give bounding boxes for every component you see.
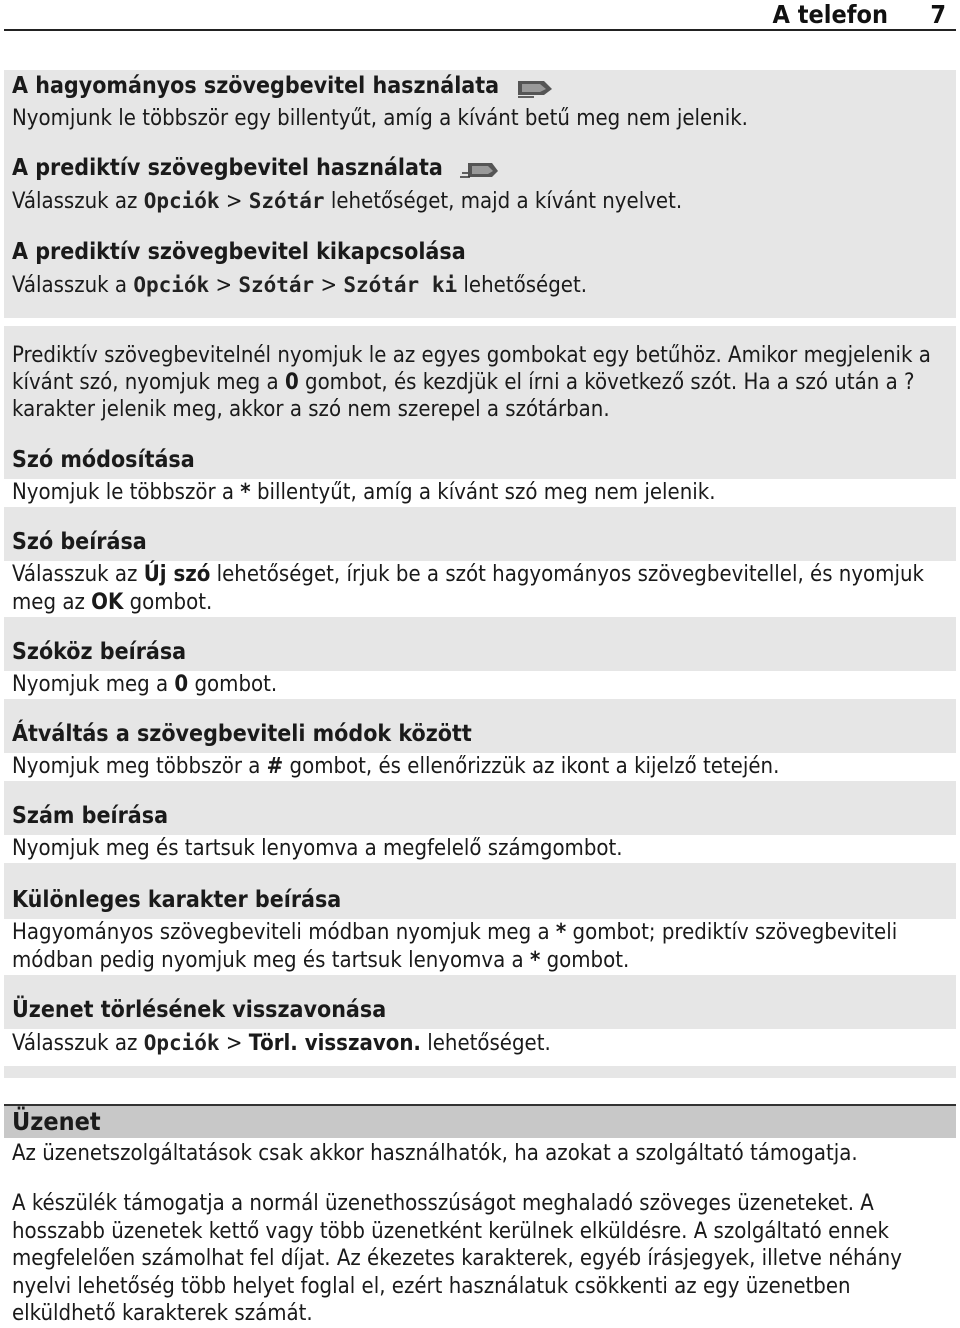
section-kikapcsolas — [4, 236, 956, 310]
key-star: * — [555, 920, 567, 945]
page-number: 7 — [930, 0, 946, 29]
menu-option-szotar-ki: Szótár ki — [343, 273, 458, 297]
text-input-abc-icon — [514, 75, 556, 99]
item-body: Hagyományos szövegbeviteli módban nyomjuk meg a * gombot; prediktív szövegbeviteli módban pedig nyomjuk meg és tartsuk lenyomva a * gombot. — [4, 919, 956, 975]
item-title: Szó módosítása — [4, 444, 956, 477]
section-body: Válasszuk a Opciók > Szótár > Szótár ki lehetőséget. — [4, 269, 956, 310]
item-szokoz-beirasa — [4, 636, 956, 699]
section-title: A hagyományos szövegbevitel használata — [12, 73, 500, 99]
item-body: Válasszuk az Új szó lehetőséget, írjuk be a szót hagyományos szövegbevitellel, és nyomjuk meg az OK gombot. — [4, 561, 956, 617]
menu-option-opciok: Opciók — [143, 189, 220, 213]
key-star: * — [529, 948, 541, 973]
item-title: Különleges karakter beírása — [4, 884, 956, 917]
key-hash: # — [266, 754, 284, 779]
menu-option-opciok: Opciók — [143, 1031, 220, 1055]
item-title: Üzenet törlésének visszavonása — [4, 994, 956, 1027]
item-body: Nyomjuk meg többször a # gombot, és ellenőrizzük az ikont a kijelző tetején. — [4, 753, 956, 781]
section-hagyomanyos — [4, 70, 956, 133]
item-title: Szám beírása — [4, 800, 956, 833]
page-header — [0, 0, 960, 32]
menu-option-szotar: Szótár — [238, 273, 315, 297]
item-body: Válasszuk az Opciók > Törl. visszavon. lehetőséget. — [4, 1029, 956, 1066]
menu-option-szotar: Szótár — [248, 189, 325, 213]
uzenet-heading-bar — [4, 1104, 956, 1138]
menu-option-opciok: Opciók — [133, 273, 210, 297]
item-szo-beirasa — [4, 526, 956, 617]
item-title: Szóköz beírása — [4, 636, 956, 669]
key-ok: OK — [91, 590, 124, 615]
option-uj-szo: Új szó — [143, 562, 211, 587]
key-star: * — [240, 480, 251, 505]
header-title: A telefon — [772, 0, 888, 29]
item-uzenet-torles-visszavonasa — [4, 994, 956, 1066]
item-title: Átváltás a szövegbeviteli módok között — [4, 718, 956, 751]
uzenet-paragraph-2: A készülék támogatja a normál üzenethosszúságot meghaladó szöveges üzeneteket. A hosszabb üzenetek kettő vagy több üzenetként kerülnek elküldésre. A szolgáltató ennek megfelelően számolhat fel díjat. Az ékezetes karakterek, egyéb írásjegyek, illetve néhány nyelvi lehetőség több helyet foglal el, ezért használatuk csökkenti az egy üzenetben elküldhető karakterek számát. — [12, 1191, 902, 1326]
section-body: Nyomjunk le többször egy billentyűt, amíg a kívánt betű meg nem jelenik. — [4, 103, 956, 133]
item-title: Szó beírása — [4, 526, 956, 559]
option-torl-visszavon: Törl. visszavon. — [248, 1031, 421, 1056]
section-title: A prediktív szövegbevitel kikapcsolása — [4, 236, 956, 269]
header-rule — [4, 29, 956, 31]
item-body: Nyomjuk meg a 0 gombot. — [4, 671, 956, 699]
item-body: Nyomjuk meg és tartsuk lenyomva a megfelelő számgombot. — [4, 835, 956, 863]
item-szam-beirasa — [4, 800, 956, 863]
section-prediktiv — [4, 152, 956, 216]
section-title: A prediktív szövegbevitel használata — [12, 155, 443, 181]
item-szo-modositasa — [4, 444, 956, 507]
uzenet-heading: Üzenet — [12, 1107, 101, 1136]
predictive-paragraph: Prediktív szövegbevitelnél nyomjuk le az egyes gombokat egy betűhöz. Amikor megjelenik a kívánt szó, nyomjuk meg a 0 gombot, és kezdjük el írni a következő szót. Ha a szó után a ? karakter jelenik meg, akkor a szó nem szerepel a szótárban. — [4, 342, 956, 423]
item-atvaltas — [4, 718, 956, 781]
item-body: Nyomjuk le többször a * billentyűt, amíg a kívánt szó meg nem jelenik. — [4, 479, 956, 507]
section-body: Válasszuk az Opciók > Szótár lehetőséget, majd a kívánt nyelvet. — [4, 185, 956, 216]
key-0: 0 — [174, 672, 189, 697]
key-0: 0 — [284, 370, 299, 395]
text-input-predictive-icon — [458, 157, 500, 181]
item-kulonleges-karakter — [4, 884, 956, 975]
uzenet-paragraph-1: Az üzenetszolgáltatások csak akkor használhatók, ha azokat a szolgáltató támogatja. — [12, 1141, 858, 1166]
